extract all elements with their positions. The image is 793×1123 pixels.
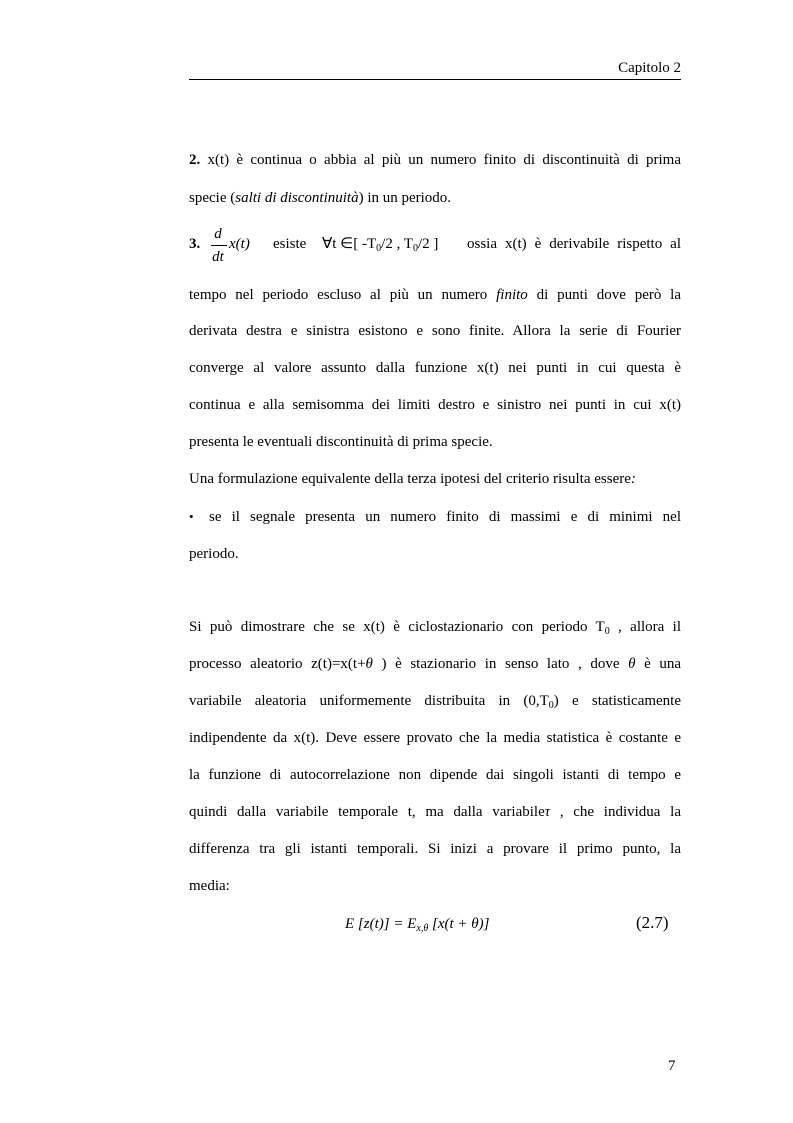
para1-line-5: presenta le eventuali discontinuità di prima specie. — [189, 434, 493, 450]
page-header — [189, 60, 681, 80]
item-2-line-2: specie (salti di discontinuità) in un periodo. — [189, 190, 452, 206]
para3-line-2: processo aleatorio z(t)=x(t+θ ) è stazionario in senso lato , dove θ è una — [189, 656, 681, 672]
interval-expression: ∀t ∈[ $-T_0/2$ , $T_0/2$ ] — [322, 236, 439, 254]
bullet-line-1: se il segnale presenta un numero finito di massimi e di minimi nel — [209, 509, 681, 525]
para1-line-4: continua e alla semisomma dei limiti destro e sinistro nei punti in cui x(t) — [189, 397, 681, 413]
para3-line-7: differenza tra gli istanti temporali. Si inizi a provare il primo punto, la — [189, 841, 681, 857]
equation-number: (2.7) — [636, 913, 669, 932]
page-number: 7 — [668, 1058, 676, 1074]
bullet-line-2: periodo. — [189, 546, 239, 562]
derivative-numerator: d — [214, 226, 222, 242]
item-number: 2. — [189, 152, 201, 168]
para2-line-1: Una formulazione equivalente della terza ipotesi del criterio risulta essere: — [189, 471, 636, 487]
para3-line-1: Si può dimostrare che se x(t) è ciclostazionario con periodo $T_0$ , allora il — [189, 619, 682, 637]
para3-line-6: quindi dalla variabile temporale t, ma dalla variabileτ , che individua la — [189, 804, 681, 820]
para1-line-1: tempo nel periodo escluso al più un numero finito di punti dove però la — [189, 287, 682, 303]
item-3-rest: ossia x(t) è derivabile rispetto al — [467, 236, 681, 252]
fraction-bar — [211, 245, 227, 246]
para3-line-4: indipendente da x(t). Deve essere provato che la media statistica è costante e — [189, 730, 681, 746]
derivative-denominator: dt — [212, 249, 224, 265]
equation-2-7: E $[z(t)] = E_{x,\theta}$ [x(t + θ)] — [345, 916, 490, 934]
derivative-function: x(t) — [229, 236, 250, 252]
para1-line-2: derivata destra e sinistra esistono e sono finite. Allora la serie di Fourier — [189, 323, 681, 339]
para1-line-3: converge al valore assunto dalla funzione x(t) nei punti in cui questa è — [189, 360, 681, 376]
para3-line-5: la funzione di autocorrelazione non dipende dai singoli istanti di tempo e — [189, 767, 681, 783]
item-2-line-1: 2. x(t) è continua o abbia al più un numero finito di discontinuità di prima — [189, 152, 681, 168]
exists-word: esiste — [273, 236, 307, 252]
chapter-title: Capitolo 2 — [618, 60, 681, 76]
para3-line-3: variabile aleatoria uniformemente distribuita in $(0,T_0)$ e statisticamente — [189, 693, 682, 711]
bullet-icon: • — [189, 509, 194, 524]
para3-line-8: media: — [189, 878, 230, 894]
item-3-number: 3. — [189, 236, 201, 252]
